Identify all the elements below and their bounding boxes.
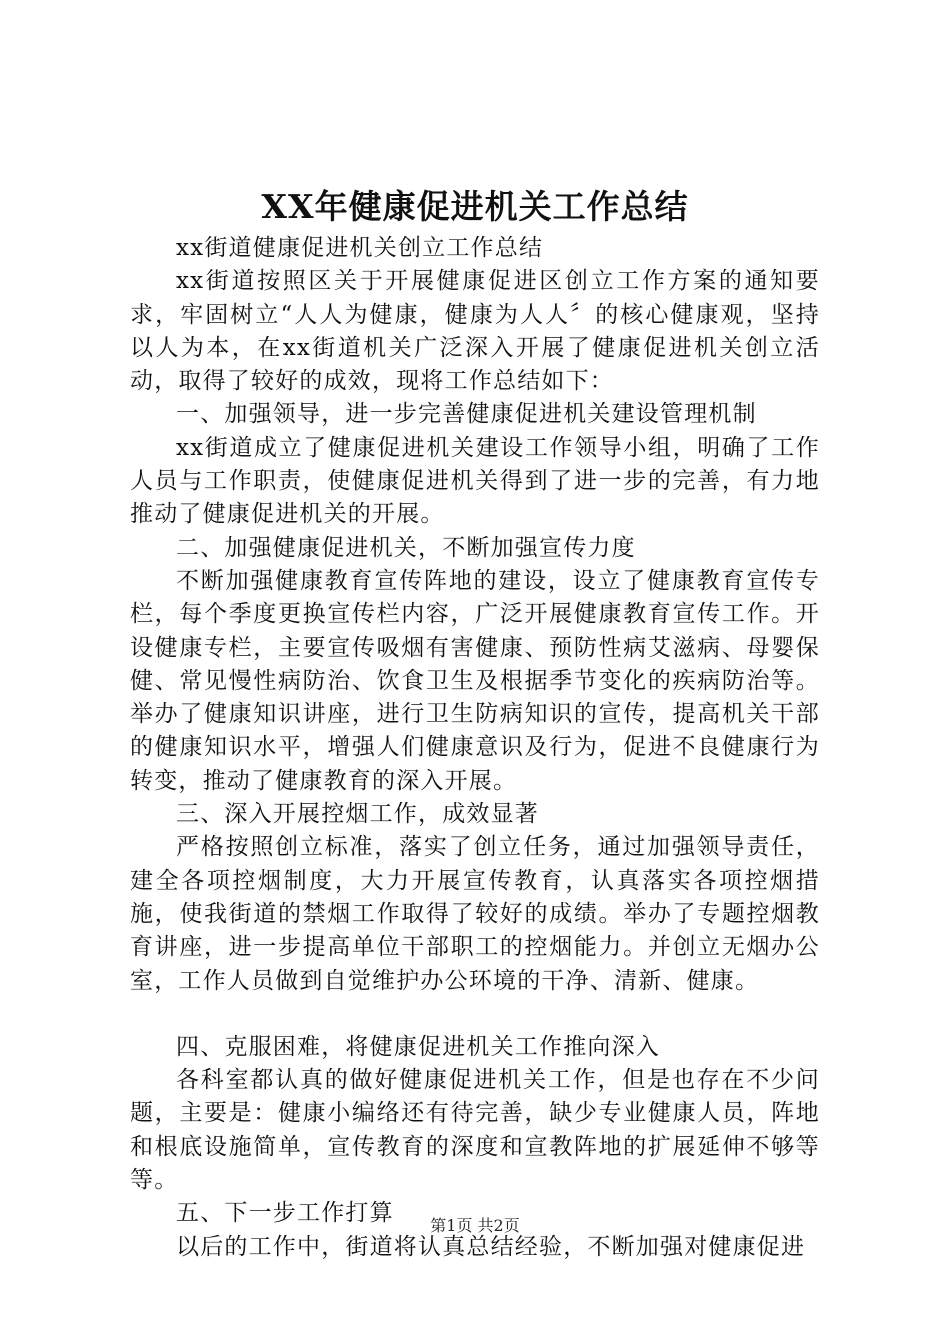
- paragraph-section-1: xx街道成立了健康促进机关建设工作领导小组，明确了工作人员与工作职责，使健康促进机关得到了进一步的完善，有力地推动了健康促进机关的开展。: [130, 434, 820, 528]
- section-heading-2: 二、加强健康促进机关，不断加强宣传力度: [176, 534, 636, 561]
- section-heading-3: 三、深入开展控烟工作，成效显著: [176, 801, 539, 828]
- paragraph-section-4: 各科室都认真的做好健康促进机关工作，但是也存在不少问题，主要是：健康小编络还有待完善，缺少专业健康人员，阵地和根底设施简单，宣传教育的深度和宣教阵地的扩展延伸不够等等。: [130, 1067, 820, 1194]
- paragraph-section-3: 严格按照创立标准，落实了创立任务，通过加强领导责任，建全各项控烟制度，大力开展宣传教育，认真落实各项控烟措施，使我街道的禁烟工作取得了较好的成绩。举办了专题控烟教育讲座，进一步提高单位干部职工的控烟能力。并创立无烟办公室，工作人员做到自觉维护办公环境的干净、清新、健康。: [130, 834, 820, 994]
- section-heading-5: 五、下一步工作打算: [176, 1200, 394, 1227]
- paragraph-section-5: 以后的工作中，街道将认真总结经验，不断加强对健康促进: [176, 1233, 806, 1260]
- paragraph-intro: xx街道按照区关于开展健康促进区创立工作方案的通知要求，牢固树立“人人为健康，健康为人人〞的核心健康观，坚持以人为本，在xx街道机关广泛深入开展了健康促进机关创立活动，取得了较好的成效，现将工作总结如下：: [130, 268, 820, 395]
- paragraph-section-2: 不断加强健康教育宣传阵地的建设，设立了健康教育宣传专栏，每个季度更换宣传栏内容，广泛开展健康教育宣传工作。开设健康专栏，主要宣传吸烟有害健康、预防性病艾滋病、母婴保健、常见慢性病防治、饮食卫生及根据季节变化的疾病防治等。举办了健康知识讲座，进行卫生防病知识的宣传，提高机关干部的健康知识水平，增强人们健康意识及行为，促进不良健康行为转变，推动了健康教育的深入开展。: [130, 567, 820, 794]
- paragraph-subtitle: xx街道健康促进机关创立工作总结: [176, 235, 544, 261]
- section-heading-4: 四、克服困难，将健康促进机关工作推向深入: [176, 1033, 660, 1060]
- page-number-footer: 第1页 共2页: [430, 1216, 520, 1235]
- section-heading-1: 一、加强领导，进一步完善健康促进机关建设管理机制: [176, 401, 757, 428]
- document-body: [130, 232, 820, 1264]
- document-title: XX年健康促进机关工作总结: [261, 187, 689, 226]
- blank-line: [130, 998, 820, 1031]
